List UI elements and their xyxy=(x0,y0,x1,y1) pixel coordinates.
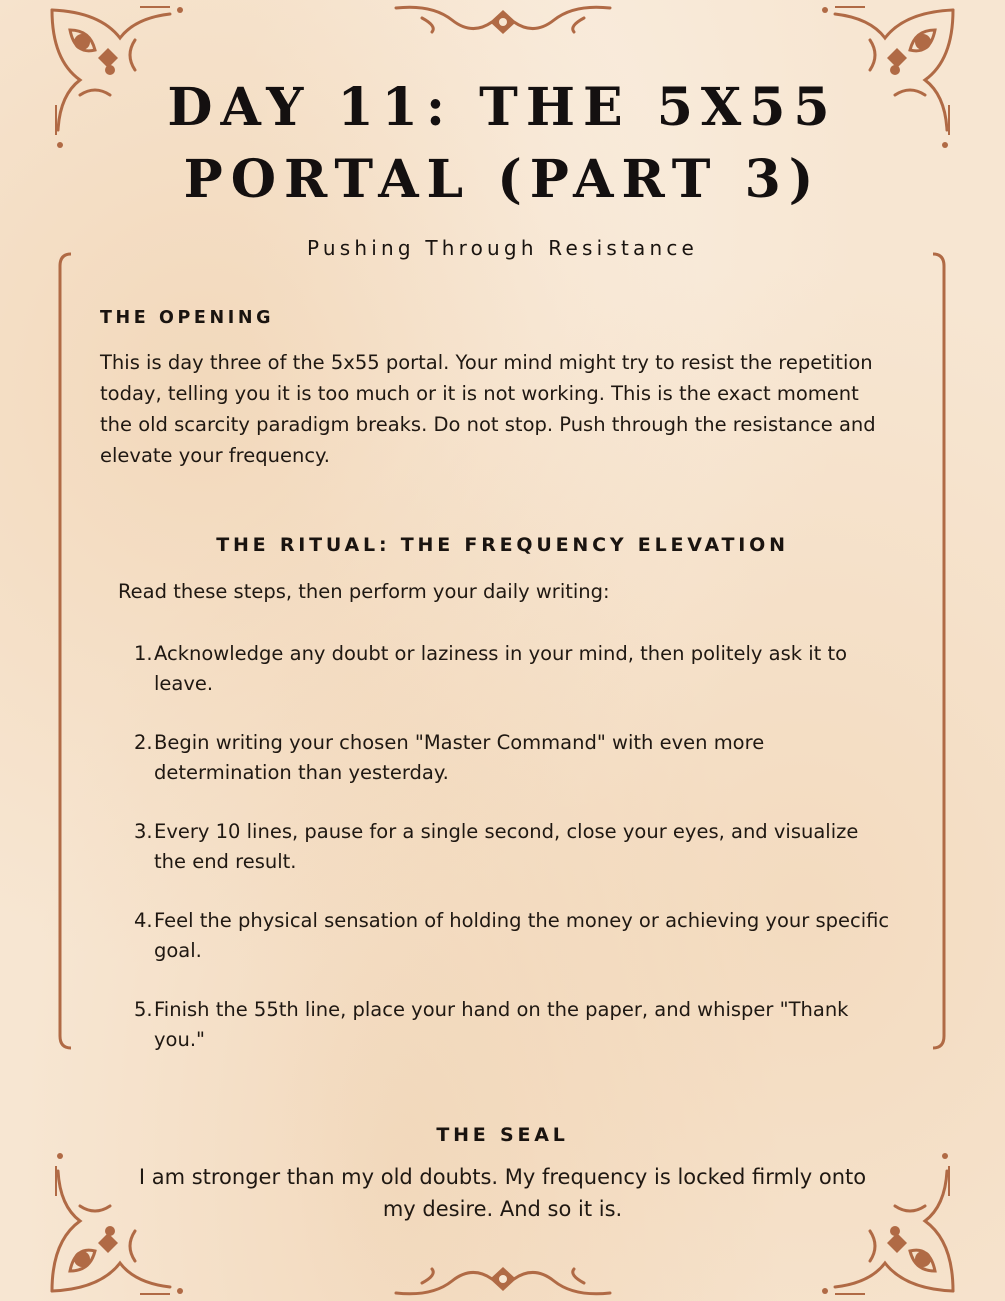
step-text: Begin writing your chosen "Master Command" with even more determination than yesterday. xyxy=(154,731,765,784)
page-title-line-2: PORTAL (PART 3) xyxy=(183,149,822,210)
page-title xyxy=(0,72,1005,216)
page-subtitle: Pushing Through Resistance xyxy=(306,236,699,260)
ritual-step-3 xyxy=(132,817,892,877)
step-number: 4. xyxy=(134,909,153,932)
step-text: Feel the physical sensation of holding the money or achieving your specific goal. xyxy=(154,909,890,962)
seal-heading: THE SEAL xyxy=(436,1124,569,1146)
top-flourish-icon xyxy=(392,0,614,42)
step-text: Finish the 55th line, place your hand on the paper, and whisper "Thank you." xyxy=(154,998,849,1051)
ritual-intro: Read these steps, then perform your daily writing: xyxy=(118,580,610,603)
bottom-flourish-icon xyxy=(392,1259,614,1301)
seal-body: I am stronger than my old doubts. My frequency is locked firmly onto my desire. And so it is. xyxy=(138,1165,867,1221)
step-number: 3. xyxy=(134,820,153,843)
ritual-step-1 xyxy=(132,639,892,699)
step-text: Every 10 lines, pause for a single second, close your eyes, and visualize the end result. xyxy=(154,820,859,873)
step-number: 1. xyxy=(134,642,153,665)
ritual-step-5 xyxy=(132,995,892,1055)
page-title-line-1: DAY 11: THE 5X55 xyxy=(167,77,838,138)
opening-heading: THE OPENING xyxy=(100,308,275,328)
step-text: Acknowledge any doubt or laziness in your mind, then politely ask it to leave. xyxy=(154,642,848,695)
step-number: 5. xyxy=(134,998,153,1021)
opening-body: This is day three of the 5x55 portal. Your mind might try to resist the repetition today, telling you it is too much or it is not working. This is the exact moment the old scarcity paradigm breaks. Do not stop. Push through the resistance and elevate your frequency. xyxy=(100,351,876,467)
left-frame-bracket xyxy=(58,252,72,1050)
step-number: 2. xyxy=(134,731,153,754)
ritual-steps-list xyxy=(132,639,892,1084)
ritual-heading: THE RITUAL: THE FREQUENCY ELEVATION xyxy=(216,534,789,556)
right-frame-bracket xyxy=(932,252,946,1050)
ritual-step-4 xyxy=(132,906,892,966)
ritual-step-2 xyxy=(132,728,892,788)
